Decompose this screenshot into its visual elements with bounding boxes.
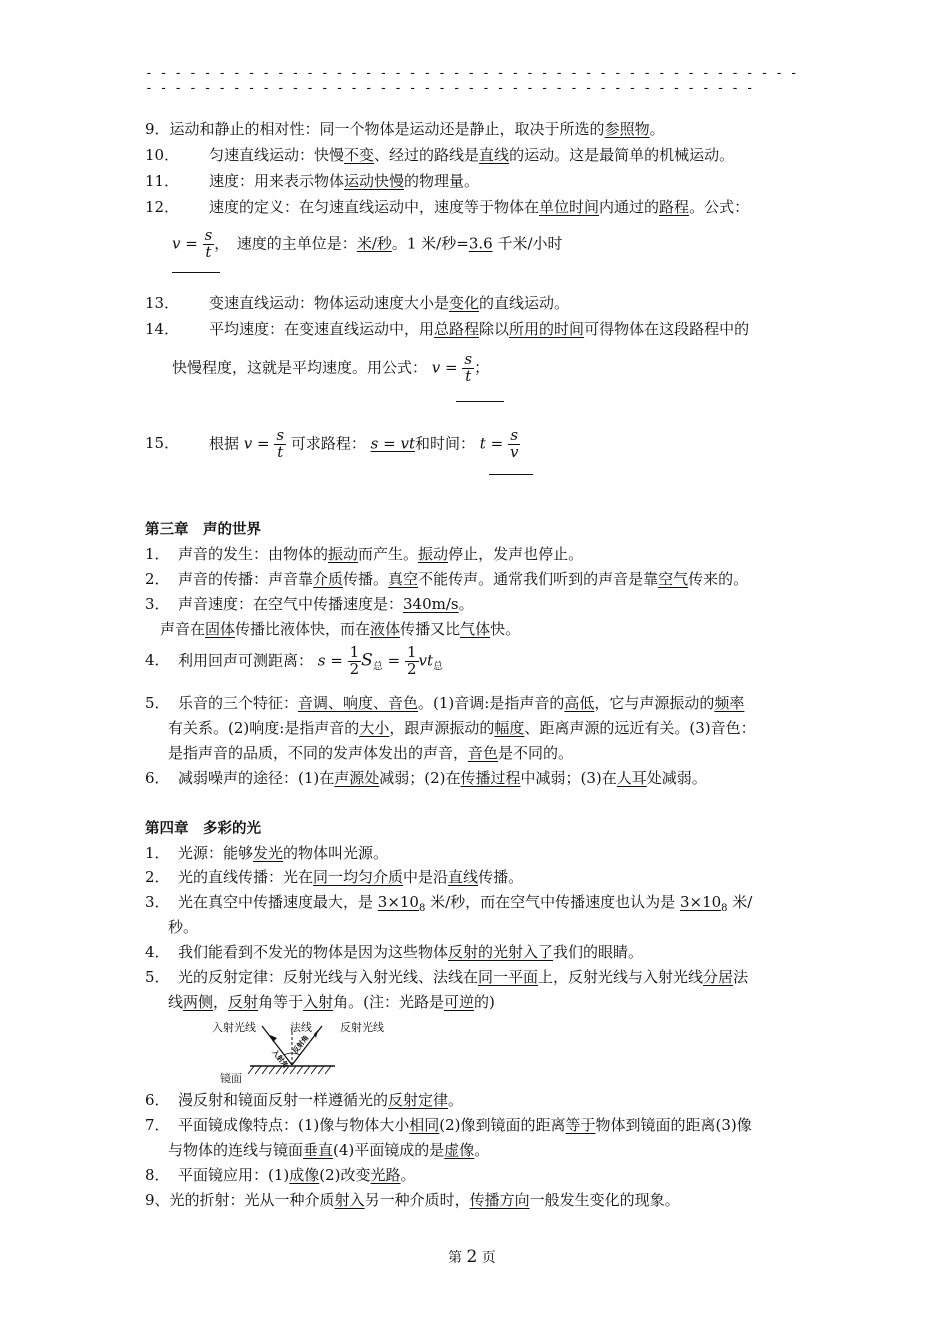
item-15-derived-formulas: 15． 根据 v = $\frac{s}{t}$ 可求路程： s = vt和时间： t = $\frac{s}{v}$ (145, 426, 519, 461)
formula-underline (456, 401, 504, 402)
ch4-item-4: 4． 我们能看到不发光的物体是因为这些物体反射的光射入了我们的眼睛。 (145, 943, 644, 961)
ch3-item-3-continued: 声音在固体传播比液体快，而在液体传播又比气体快。 (160, 620, 521, 638)
item-10-uniform-motion: 10． 匀速直线运动：快慢不变、经过的路线是直线的运动。这是最简单的机械运动。 (145, 146, 735, 164)
ch3-item-5-line-2: 有关系。(2)响度:是指声音的大小，跟声源振动的幅度、距离声源的远近有关。(3)音色： (168, 719, 756, 737)
item-11-speed: 11． 速度：用来表示物体运动快慢的物理量。 (145, 172, 480, 190)
ch4-item-7: 7． 平面镜成像特点：(1)像与物体大小相同(2)像到镜面的距离等于物体到镜面的距离(3)像 (145, 1116, 752, 1134)
ch4-item-3-continued: 秒。 (168, 918, 199, 936)
page-footer: 第 2 页 (448, 1247, 496, 1267)
half-fraction: $\frac{1}{2}$ (349, 643, 360, 678)
normal-label: 法线 (290, 1021, 312, 1034)
half-fraction: $\frac{1}{2}$ (406, 643, 417, 678)
item-9-relativity: 9．运动和静止的相对性：同一个物体是运动还是静止，取决于所选的参照物。 (145, 120, 665, 138)
angle-of-reflection-label: 反射角 (291, 1033, 311, 1056)
ch4-item-8: 8． 平面镜应用：(1)成像(2)改变光路。 (145, 1166, 416, 1184)
item-12-formula-line: v = $\frac{s}{t}$ ， 速度的主单位是：米/秒。1 米/秒=3.6 千米/小时 (172, 226, 563, 261)
formula-underline (172, 272, 220, 273)
item-12-speed-definition: 12． 速度的定义：在匀速直线运动中，速度等于物体在单位时间内通过的路程。公式： (145, 198, 750, 216)
ch3-item-5: 5． 乐音的三个特征：音调、响度、音色。(1)音调:是指声音的高低，它与声源振动的频率 (145, 694, 745, 712)
item-14-formula-line: 快慢程度，这就是平均速度。用公式： v = $\frac{s}{t}$ ； (172, 350, 490, 385)
chapter-4-title: 第四章 多彩的光 (145, 821, 261, 837)
angle-of-incidence-label: 入射角 (270, 1048, 290, 1070)
avg-speed-fraction: $\frac{s}{t}$ (464, 350, 473, 385)
page-number: 2 (466, 1247, 478, 1267)
ch4-item-5: 5． 光的反射定律：反射光线与入射光线、法线在同一平面上，反射光线与入射光线分居法 (145, 968, 749, 986)
header-dash-rule: - - - - - - - - - - - - - - - - - - - - - - - - - - - - - - - - - - - - - - - - - - - - - - - - - - - - - - - - - - - - - - - - - - - - - - - - - - - - - - - - - - - - - - - (145, 66, 798, 96)
item-14-average-speed: 14． 平均速度：在变速直线运动中，用总路程除以所用的时间可得物体在这段路程中的 (145, 320, 750, 338)
ch3-item-4-echo: 4． 利用回声可测距离： s = $\frac{1}{2}$ $S_总$ = $\frac{1}{2}$ $vt_总$ (145, 643, 444, 678)
formula-underline (489, 474, 533, 475)
ch3-item-5-line-3: 是指声音的品质，不同的发声体发出的声音，音色是不同的。 (168, 744, 574, 762)
ch3-item-2: 2． 声音的传播：声音靠介质传播。真空不能传声。通常我们听到的声音是靠空气传来的。 (145, 570, 749, 588)
chapter-3-title: 第三章 声的世界 (145, 522, 261, 538)
ch4-item-5-line-2: 线两侧，反射角等于入射角。(注：光路是可逆的) (168, 993, 495, 1011)
mirror-label: 镜面 (220, 1072, 242, 1085)
ch4-item-6: 6． 漫反射和镜面反射一样遵循光的反射定律。 (145, 1091, 464, 1109)
speed-fraction: $\frac{s}{t}$ (204, 226, 213, 261)
ch4-item-7-line-2: 与物体的连线与镜面垂直(4)平面镜成的是虚像。 (168, 1141, 490, 1159)
ch3-item-6: 6． 减弱噪声的途径：(1)在声源处减弱；(2)在传播过程中减弱；(3)在人耳处减弱。 (145, 769, 707, 787)
reflected-ray-label: 反射光线 (340, 1021, 384, 1034)
ch4-item-2: 2． 光的直线传播：光在同一均匀介质中是沿直线传播。 (145, 868, 524, 886)
ch3-item-1: 1． 声音的发生：由物体的振动而产生。振动停止，发声也停止。 (145, 545, 584, 563)
ch4-item-9: 9、光的折射：光从一种介质射入另一种介质时，传播方向一般发生变化的现象。 (145, 1191, 680, 1209)
time-fraction: $\frac{s}{v}$ (509, 426, 519, 461)
ch4-item-3: 3． 光在真空中传播速度最大，是 $3\times 10_8$ 米/秒，而在空气中传播速度也认为是 $3\times 10_8$ 米/ (145, 893, 753, 914)
ch4-item-1: 1． 光源：能够发光的物体叫光源。 (145, 844, 389, 862)
speed-fraction: $\frac{s}{t}$ (276, 426, 285, 461)
item-13-variable-motion: 13． 变速直线运动：物体运动速度大小是变化的直线运动。 (145, 294, 570, 312)
incident-ray-label: 入射光线 (212, 1021, 256, 1034)
reflection-diagram (210, 1018, 410, 1088)
ch3-item-3: 3． 声音速度：在空气中传播速度是：340m/s。 (145, 595, 474, 613)
